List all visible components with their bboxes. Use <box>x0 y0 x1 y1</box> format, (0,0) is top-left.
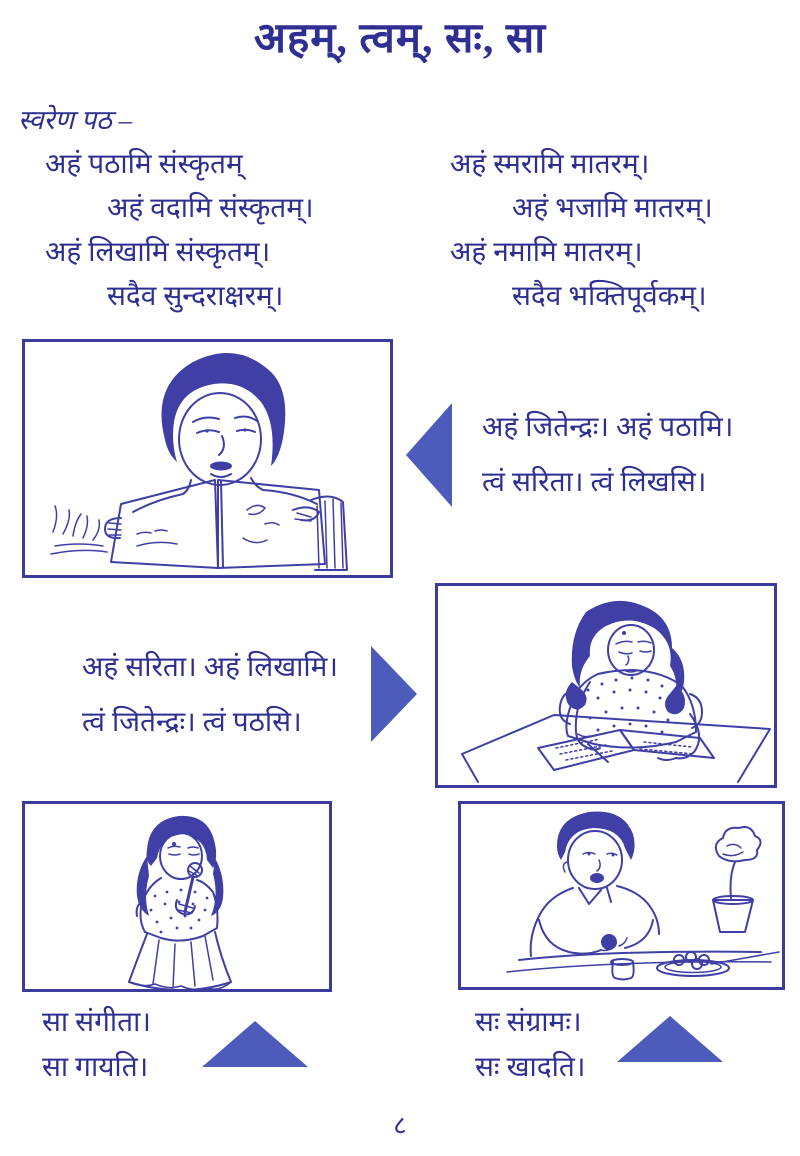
verse-line: अहं भजामि मातरम्। <box>512 193 713 224</box>
girl-singing-illustration <box>25 804 329 989</box>
arrow-left-icon <box>406 403 452 507</box>
caption-girl-writing <box>82 640 338 750</box>
verse-line: अहं पठामि संस्कृतम् <box>45 149 243 180</box>
verse-line: अहं स्मरामि मातरम्। <box>450 149 650 180</box>
arrow-right-icon <box>371 646 417 742</box>
caption-line: सः खादति। <box>475 1052 586 1083</box>
caption-line: अहं जितेन्द्रः। अहं पठामि। <box>482 412 734 443</box>
boy-eating-illustration <box>461 804 782 987</box>
caption-boy-reading <box>482 400 733 510</box>
arrow-up-left-icon <box>202 1021 308 1067</box>
caption-line: त्वं जितेन्द्रः। त्वं पठसि। <box>82 707 302 738</box>
girl-writing-frame <box>435 583 777 788</box>
verse-line: सदैव भक्तिपूर्वकम्। <box>512 281 707 312</box>
girl-writing-illustration <box>438 586 774 785</box>
boy-reading-frame <box>22 339 393 578</box>
verse-line: सदैव सुन्दराक्षरम्। <box>107 281 284 312</box>
caption-line: अहं सरिता। अहं लिखामि। <box>82 652 338 683</box>
verse-line: अहं नमामि मातरम्। <box>450 237 643 268</box>
girl-singing-frame <box>22 801 332 992</box>
verse-line: अहं वदामि संस्कृतम्। <box>107 193 314 224</box>
caption-line: सा गायति। <box>42 1052 149 1083</box>
caption-line: सा संगीता। <box>42 1007 151 1038</box>
caption-line: त्वं सरिता। त्वं लिखसि। <box>482 467 707 498</box>
poem-column-left <box>45 143 314 319</box>
boy-reading-illustration <box>25 342 390 575</box>
verse-line: अहं लिखामि संस्कृतम्। <box>45 237 271 268</box>
instruction-label: स्वरेण पठ – <box>18 105 133 135</box>
caption-line: सः संग्रामः। <box>475 1007 582 1038</box>
page-title: अहम्, त्वम्, सः, सा <box>253 16 547 62</box>
page-number: ८ <box>393 1111 407 1140</box>
caption-girl-singing <box>42 1000 151 1090</box>
caption-boy-eating <box>475 1000 585 1090</box>
poem-column-right <box>450 143 713 319</box>
arrow-up-right-icon <box>617 1016 723 1062</box>
boy-eating-frame <box>458 801 785 990</box>
